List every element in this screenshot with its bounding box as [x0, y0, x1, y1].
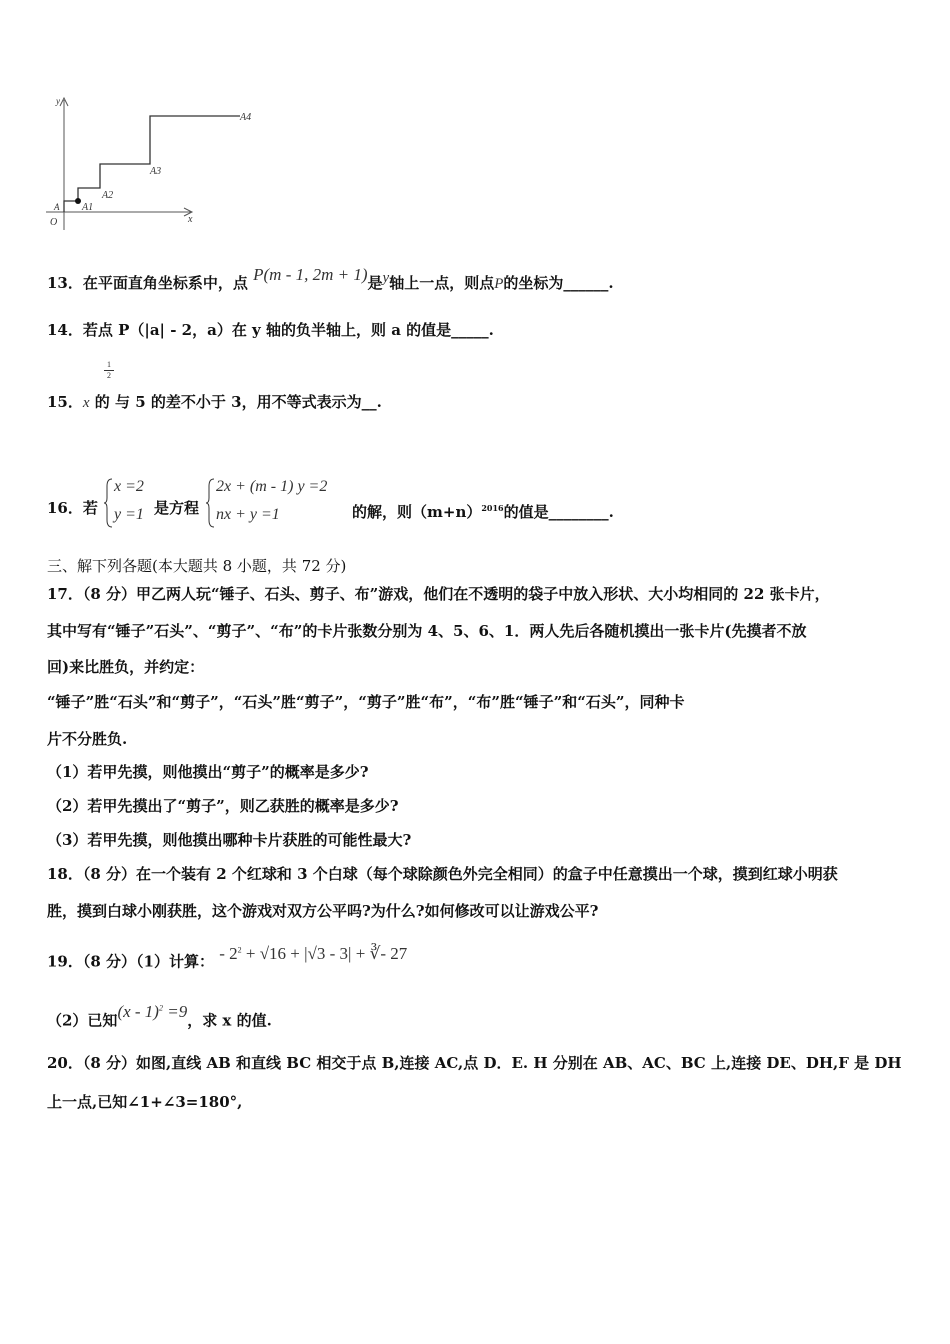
question-13 — [47, 265, 614, 294]
staircase-figure — [40, 92, 270, 232]
q16-t2: 的解，则（m+n） — [352, 503, 482, 521]
q17-line-3: 回)来比胜负，并约定： — [47, 658, 205, 676]
q18-line-1: 18．（8 分）在一个装有 2 个红球和 3 个白球（每个球除颜色外完全相同）的盒子中任意摸出一个球，摸到红球小明获 — [47, 865, 838, 883]
q16-text-2 — [352, 498, 614, 522]
q15-frac-den: 2 — [104, 370, 114, 381]
q16-text-1: 是方程 — [154, 499, 200, 517]
q13-number: 13． — [47, 274, 83, 292]
q19-m3-sup: 2 — [158, 1003, 163, 1012]
q19-text-1: 19．（8 分）（1）计算： — [47, 952, 214, 971]
q16-number: 16．若 — [47, 499, 98, 517]
q17-sub-2: （2）若甲先摸出了“剪子”，则乙获胜的概率是多少? — [47, 797, 399, 815]
q19-equation — [117, 1002, 187, 1021]
origin-label: O — [50, 217, 58, 228]
point-a1-dot — [75, 198, 81, 204]
point-a-label: A — [54, 202, 60, 212]
label-a3: A3 — [150, 166, 162, 177]
q17-line-1: 17．（8 分）甲乙两人玩“锤子、石头、剪子、布”游戏，他们在不透明的袋子中放入形状、大小均相同的 22 张卡片， — [47, 585, 830, 603]
q19-m1: - 2 — [219, 943, 238, 963]
q15-text-1: 的 — [94, 393, 110, 411]
q16-brace-2 — [206, 478, 216, 528]
question-14: 14．若点 P（|a| - 2，a）在 y 轴的负半轴上，则 a 的值是_____. — [47, 321, 494, 339]
q19-part-1 — [47, 943, 408, 972]
q13-text-1: 在平面直角坐标系中，点 — [82, 274, 248, 292]
q17-sub-3: （3）若甲先摸，则他摸出哪种卡片获胜的可能性最大? — [47, 831, 412, 849]
q20-line-2: 上一点,已知∠1+∠3=180°, — [47, 1093, 243, 1111]
q15-text-2: 与 5 的差不小于 3，用不等式表示为__. — [115, 393, 382, 411]
q17-line-5: 片不分胜负. — [47, 730, 128, 748]
q16-sys2-b: nx + y =1 — [216, 506, 280, 523]
q16-sys2-a: 2x + (m - 1) y =2 — [216, 478, 328, 495]
q19-text-3: ，求 x 的值. — [187, 1011, 272, 1030]
axis-x-label: x — [188, 214, 193, 225]
q19-m1-sup: 2 — [237, 945, 242, 954]
q13-p: P — [494, 276, 504, 292]
q16-t3: 的值是________. — [503, 503, 614, 521]
q13-text-4: 的坐标为______. — [503, 274, 614, 292]
axis-y-label: y — [56, 96, 60, 106]
q19-m2: + √16 + |√3 - 3| + ∛- 27 — [245, 943, 408, 963]
q16-sys1-b: y =1 — [114, 506, 144, 523]
label-a4: A4 — [240, 112, 252, 123]
q19-m4: =9 — [167, 1001, 188, 1021]
q16-sys1-a: x =2 — [114, 478, 144, 495]
q13-point-expression: P(m - 1, 2m + 1) — [253, 265, 368, 284]
q16-exponent: 2016 — [481, 503, 504, 513]
q19-part-2 — [47, 1001, 272, 1031]
q13-text-3: 轴上一点，则点 — [389, 274, 495, 292]
q13-y: y — [382, 270, 390, 286]
q18-line-2: 胜，摸到白球小刚获胜，这个游戏对双方公平吗?为什么?如何修改可以让游戏公平? — [47, 902, 599, 920]
question-15 — [47, 392, 382, 413]
q15-frac-num: 1 — [107, 360, 111, 369]
q20-line-1: 20．（8 分）如图,直线 AB 和直线 BC 相交于点 B,连接 AC,点 D．E. H 分别在 AB、AC、BC 上,连接 DE、DH,F 是 DH — [47, 1054, 902, 1072]
label-a1: A1 — [82, 202, 94, 213]
q19-expression — [219, 944, 407, 963]
q15-fraction — [104, 360, 114, 381]
q17-sub-1: （1）若甲先摸，则他摸出“剪子”的概率是多少? — [47, 763, 369, 781]
section-3-heading: 三、解下列各题(本大题共 8 小题，共 72 分) — [47, 557, 347, 575]
q19-text-2: （2）已知 — [47, 1011, 118, 1030]
q15-number: 15． — [47, 393, 83, 411]
q17-line-4: “锤子”胜“石头”和“剪子”，“石头”胜“剪子”，“剪子”胜“布”，“布”胜“锤子”和“石头”，同种卡 — [47, 693, 685, 711]
label-a2: A2 — [102, 190, 114, 201]
q16-brace-1 — [104, 478, 114, 528]
q15-x: x — [82, 395, 90, 411]
q19-m3: (x - 1) — [117, 1001, 159, 1021]
q13-text-2: 是 — [367, 274, 383, 292]
q17-line-2: 其中写有“锤子”石头”、“剪子”、“布”的卡片张数分别为 4、5、6、1．两人先后各随机摸出一张卡片(先摸者不放 — [47, 622, 807, 640]
